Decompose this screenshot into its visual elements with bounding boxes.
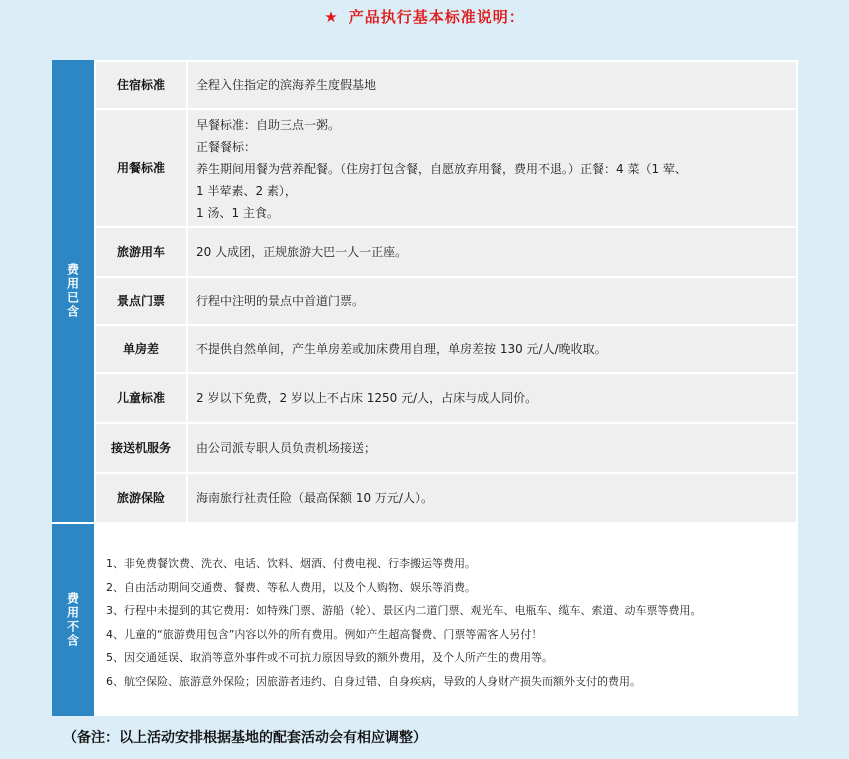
row-accommodation bbox=[96, 62, 796, 108]
list-item: 1、非免费餐饮费、洗衣、电话、饮料、烟酒、付费电视、行李搬运等费用。 bbox=[106, 557, 476, 570]
excluded-list bbox=[106, 554, 702, 695]
row-content: 2 岁以下免费，2 岁以上不占床 1250 元/人，占床与成人同价。 bbox=[188, 374, 796, 422]
row-meals bbox=[96, 110, 796, 226]
page-title bbox=[0, 6, 849, 27]
standards-table bbox=[52, 60, 798, 716]
row-airport-transfer bbox=[96, 424, 796, 472]
row-label: 旅游保险 bbox=[96, 474, 188, 522]
list-item: 2、自由活动期间交通费、餐费、等私人费用，以及个人购物、娱乐等消费。 bbox=[106, 580, 476, 594]
footer-note: （备注：以上活动安排根据基地的配套活动会有相应调整） bbox=[63, 730, 427, 746]
included-section-label: 费用已含 bbox=[52, 60, 94, 522]
row-content: 行程中注明的景点中首道门票。 bbox=[188, 278, 796, 324]
row-label: 接送机服务 bbox=[96, 424, 188, 472]
row-content: 20 人成团，正规旅游大巴一人一正座。 bbox=[188, 228, 796, 276]
excluded-section-label: 费用不含 bbox=[52, 524, 94, 716]
page-title-text: 产品执行基本标准说明： bbox=[348, 8, 525, 26]
row-content: 全程入住指定的滨海养生度假基地 bbox=[188, 62, 796, 108]
row-label: 用餐标准 bbox=[96, 110, 188, 226]
list-item: 3、行程中未提到的其它费用：如特殊门票、游船（轮）、景区内二道门票、观光车、电瓶车、缆车、索道、动车票等费用。 bbox=[106, 604, 702, 617]
row-content: 不提供自然单间，产生单房差或加床费用自理，单房差按 130 元/人/晚收取。 bbox=[188, 326, 796, 372]
row-content: 早餐标准：自助三点一粥。 正餐餐标： 养生期间用餐为营养配餐。（住房打包含餐，自愿放弃用餐，费用不退。）正餐：4 菜（1 荤、 1 半荤素、2 素）， 1 汤、1 主食。 bbox=[188, 110, 796, 226]
row-label: 儿童标准 bbox=[96, 374, 188, 422]
list-item: 4、儿童的“旅游费用包含”内容以外的所有费用。例如产生超高餐费、门票等需客人另付！ bbox=[106, 627, 543, 641]
excluded-list-box bbox=[96, 524, 796, 716]
row-insurance bbox=[96, 474, 796, 522]
row-children bbox=[96, 374, 796, 422]
row-tickets bbox=[96, 278, 796, 324]
row-label: 旅游用车 bbox=[96, 228, 188, 276]
row-label: 住宿标准 bbox=[96, 62, 188, 108]
row-label: 单房差 bbox=[96, 326, 188, 372]
row-content: 海南旅行社责任险（最高保额 10 万元/人）。 bbox=[188, 474, 796, 522]
row-content: 由公司派专职人员负责机场接送； bbox=[188, 424, 796, 472]
row-single-room bbox=[96, 326, 796, 372]
list-item: 5、因交通延误、取消等意外事件或不可抗力原因导致的额外费用，及个人所产生的费用等。 bbox=[106, 651, 553, 664]
star-icon: ★ bbox=[324, 8, 339, 26]
list-item: 6、航空保险、旅游意外保险；因旅游者违约、自身过错、自身疾病，导致的人身财产损失而额外支付的费用。 bbox=[106, 674, 641, 688]
row-label: 景点门票 bbox=[96, 278, 188, 324]
row-transport bbox=[96, 228, 796, 276]
